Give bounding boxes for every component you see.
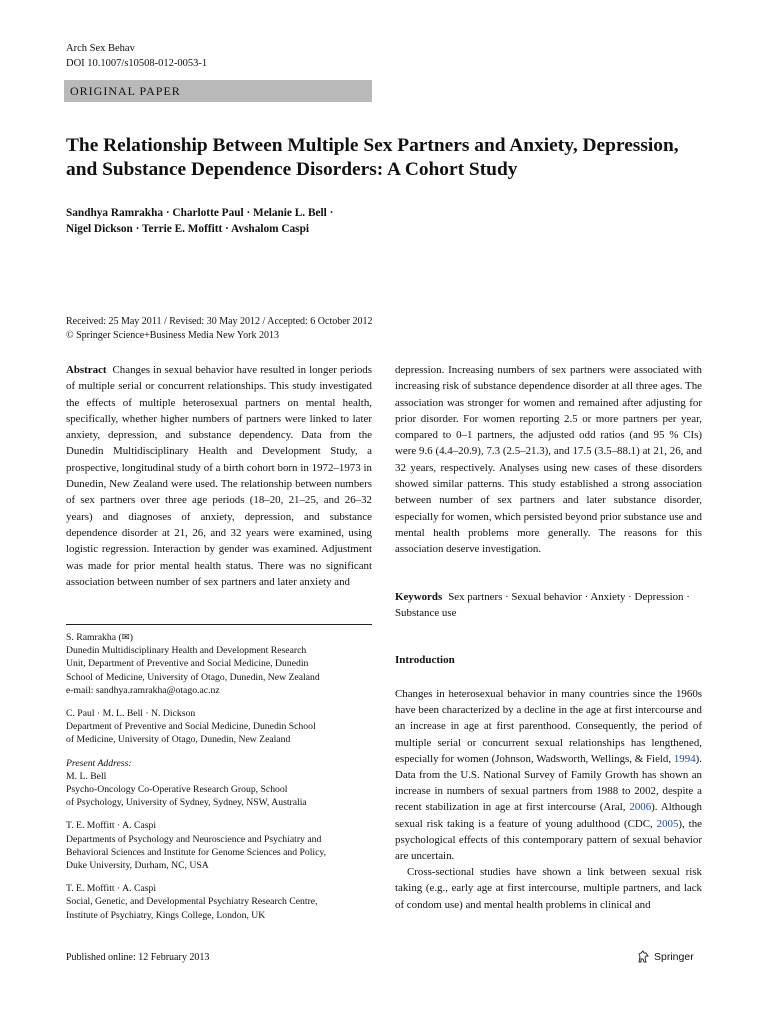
introduction-paragraph-1 (395, 686, 702, 864)
keywords-label: Keywords (395, 591, 443, 603)
author-list (66, 205, 706, 237)
affiliation-names: T. E. Moffitt · A. Caspi (66, 883, 157, 895)
affiliation-names: S. Ramrakha (✉) (66, 632, 134, 643)
keywords (395, 589, 702, 622)
affiliation-names: C. Paul · M. L. Bell · N. Dickson (66, 708, 196, 720)
affiliation-line: of Psychology, University of Sydney, Sydney, NSW, Australia (66, 797, 307, 809)
affiliation-line: Departments of Psychology and Neuroscience and Psychiatry and (66, 833, 322, 845)
affiliation-4 (66, 819, 372, 872)
citation-link[interactable]: 2005 (656, 817, 679, 830)
journal-name: Arch Sex Behav (66, 43, 135, 54)
text-run: ). Data from the U.S. National Survey of Family Growth has shown an increase in numbers of sexual partners from 1988 to 2002, despite a recent stabilization in age at first intercourse (Aral, (395, 752, 702, 814)
affiliation-line: Department of Preventive and Social Medicine, Dunedin School (66, 721, 316, 733)
affiliation-line: Dunedin Multidisciplinary Health and Development Research (66, 645, 307, 657)
affiliation-5 (66, 882, 372, 922)
affiliations (66, 631, 372, 932)
abstract-right (395, 362, 702, 558)
citation-link[interactable]: 2006 (629, 801, 652, 814)
publisher-logo (636, 950, 694, 964)
published-date: Published online: 12 February 2013 (66, 952, 210, 963)
affiliation-line: Psycho-Oncology Co-Operative Research Group, School (66, 784, 288, 796)
article-title: The Relationship Between Multiple Sex Partners and Anxiety, Depression, and Substance Dependence Disorders: A Cohort Study (66, 135, 679, 180)
text-run: Changes in heterosexual behavior in many countries since the 1960s have been characterized by a decline in the age at first intercourse and an increase in age at first parenthood. Consequently, the period of multiple serial or concurrent sexual relationships has lengthened, especially for women (Johnson, Wadsworth, Wellings, & Field, (395, 688, 702, 765)
abstract-text-right: depression. Increasing numbers of sex partners were associated with increasing risk of substance dependence disorder at all three ages. The association was stronger for women and remained after adjusting for prior disorder. For women reporting 2.5 or more partners per year, compared to 0–1 partners, the adjusted odd ratios (and 95 % CIs) were 9.6 (4.4–20.9), 7.3 (2.5–21.3), and 17.5 (3.5–88.1) at 21, 26, and 32 years, respectively. Analyses using new cases of these disorders showed similar patterns. This study established a strong association between number of sex partners and later substance disorder, especially for women, which persisted beyond prior substance use and mental health problems more generally. The reasons for this association deserve investigation. (395, 364, 702, 556)
paper-type-banner: ORIGINAL PAPER (64, 80, 372, 102)
introduction-paragraph-2: Cross-sectional studies have shown a link between sexual risk taking (e.g., early age at first intercourse, multiple partners, and lack of condom use) and mental health problems in clinical and (395, 866, 702, 911)
citation-link[interactable]: 1994 (673, 752, 696, 765)
affiliation-names: T. E. Moffitt · A. Caspi (66, 820, 157, 832)
footnote-divider (66, 624, 372, 625)
copyright: © Springer Science+Business Media New York 2013 (66, 329, 279, 341)
affiliation-2 (66, 707, 372, 747)
abstract-text-left: Changes in sexual behavior have resulted in longer periods of multiple serial or concurrent relationships. This study investigated the effects of multiple heterosexual partners on mental health, specifically, whether higher numbers of partners were linked to later anxiety, depression, and substance dependency. Data from the Dunedin Multidisciplinary Health and Development Study, a prospective, longitudinal study of a birth cohort born in 1972–1973 in Dunedin, New Zealand were used. The relationship between numbers of sex partners over three age periods (18–20, 21–25, and 26–32 years) and diagnoses of anxiety, depression, and substance dependence disorder at 21, 26, and 32 years were examined, using logistic regression. Interaction by gender was examined. Adjustment was made for prior mental health status. There was no significant association between number of sex partners and later anxiety and (66, 364, 372, 588)
affiliation-line: School of Medicine, University of Otago, Dunedin, New Zealand (66, 671, 320, 683)
affiliation-names: M. L. Bell (66, 770, 107, 782)
present-address-label: Present Address: (66, 757, 132, 769)
affiliation-line: Institute of Psychiatry, Kings College, London, UK (66, 909, 266, 921)
received-dates: Received: 25 May 2011 / Revised: 30 May 2012 / Accepted: 6 October 2012 (66, 316, 373, 327)
abstract-label: Abstract (66, 364, 107, 376)
affiliation-line: Social, Genetic, and Developmental Psychiatry Research Centre, (66, 896, 318, 908)
keywords-text: Sex partners · Sexual behavior · Anxiety · Depression · Substance use (395, 591, 690, 620)
affiliation-line: of Medicine, University of Otago, Dunedin, New Zealand (66, 734, 291, 746)
journal-header (66, 41, 207, 71)
introduction-heading: Introduction (395, 654, 455, 666)
abstract-left (66, 362, 372, 590)
email-link[interactable]: e-mail: sandhya.ramrakha@otago.ac.nz (66, 684, 220, 696)
doi[interactable]: DOI 10.1007/s10508-012-0053-1 (66, 58, 208, 69)
introduction-body (395, 686, 702, 913)
author-line-1: Sandhya Ramrakha · Charlotte Paul · Melanie L. Bell · (66, 207, 334, 219)
text-run: ), the psychological effects of this contemporary pattern of sexual behavior are uncertain. (395, 817, 702, 863)
text-run: ). Although sexual risk taking is a feature of young adulthood (CDC, (395, 801, 702, 830)
author-line-2: Nigel Dickson · Terrie E. Moffitt · Avshalom Caspi (66, 223, 309, 235)
affiliation-line: Behavioral Sciences and Institute for Genome Sciences and Policy, (66, 846, 327, 858)
affiliation-1 (66, 631, 372, 697)
springer-horse-icon (636, 950, 650, 964)
affiliation-3 (66, 757, 372, 810)
affiliation-line: Duke University, Durham, NC, USA (66, 860, 209, 872)
affiliation-line: Unit, Department of Preventive and Social Medicine, Dunedin (66, 658, 309, 670)
article-history (66, 315, 706, 342)
publisher-name: Springer (654, 951, 694, 963)
